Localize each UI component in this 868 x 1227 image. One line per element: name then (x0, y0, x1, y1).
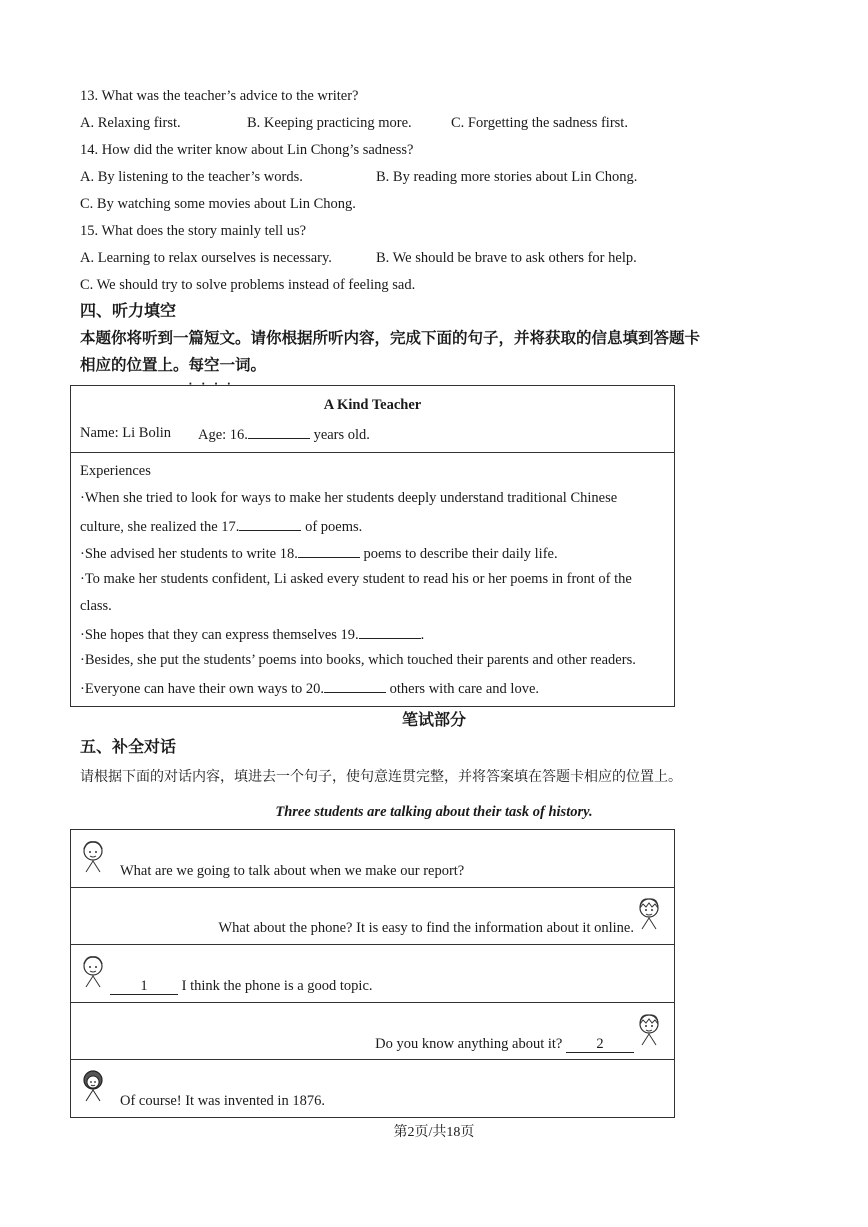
section-4-instruction-line2 (80, 356, 267, 390)
blank-19[interactable] (359, 624, 421, 639)
girl-bangs-icon (636, 896, 662, 930)
question-13-option-b: B. Keeping practicing more. (247, 115, 412, 131)
emphasis-dots: ···· (188, 379, 240, 390)
dialogue-line-4: Do you know anything about it? 2 (0, 1035, 634, 1053)
dialogue-divider-3 (70, 1002, 675, 1003)
dialogue-divider-1 (70, 887, 675, 888)
experience-line-8: ·Everyone can have their own ways to 20. others with care and love. (80, 678, 539, 698)
teacher-name: Name: Li Bolin (80, 425, 172, 441)
question-15-option-b: B. We should be brave to ask others for help. (376, 250, 637, 266)
question-15-stem: 15. What does the story mainly tell us? (80, 223, 307, 239)
dialogue-line-3: 1 I think the phone is a good topic. (110, 977, 373, 995)
experience-line-5: class. (80, 598, 112, 614)
dialogue-line-2: What about the phone? It is easy to find the information about it online. (218, 920, 634, 936)
experience-line-2: culture, she realized the 17. of poems. (80, 516, 362, 536)
question-15-option-c: C. We should try to solve problems instead of feeling sad. (80, 277, 416, 293)
dialogue-line-1: What are we going to talk about when we make our report? (120, 863, 465, 879)
question-14-stem: 14. How did the writer know about Lin Chong’s sadness? (80, 142, 414, 158)
section-4-heading: 四、听力填空 (80, 301, 177, 320)
experience-line-3: ·She advised her students to write 18. poems to describe their daily life. (80, 543, 558, 563)
dialogue-divider-4 (70, 1059, 675, 1060)
experience-line-6: ·She hopes that they can express themselves 19. . (80, 624, 424, 644)
dialogue-blank-2[interactable]: 2 (566, 1037, 634, 1053)
page-number: 第2页/共18页 (393, 1125, 475, 1140)
table-divider (70, 452, 675, 453)
girl-bangs-icon (636, 1012, 662, 1046)
girl-curly-hair-icon (80, 839, 106, 873)
section-5-heading: 五、补全对话 (80, 737, 177, 756)
dialogue-blank-1[interactable]: 1 (110, 979, 178, 995)
dialogue-divider-2 (70, 944, 675, 945)
question-14-option-c: C. By watching some movies about Lin Chong. (80, 196, 356, 212)
blank-16[interactable] (248, 424, 310, 439)
blank-17[interactable] (239, 516, 301, 531)
dialogue-line-5: Of course! It was invented in 1876. (120, 1093, 325, 1109)
written-part-title: 笔试部分 (401, 710, 466, 729)
dialogue-scenario: Three students are talking about their task of history. (275, 804, 593, 820)
instruction-pre: 相应的位置上。 (80, 356, 189, 374)
experience-line-1: ·When she tried to look for ways to make her students deeply understand traditional Chinese (80, 490, 618, 506)
girl-dark-hair-icon (80, 1068, 106, 1102)
girl-curly-hair-icon (80, 954, 106, 988)
question-15-option-a: A. Learning to relax ourselves is necessary. (80, 250, 332, 266)
question-14-option-a: A. By listening to the teacher’s words. (80, 169, 303, 185)
teacher-age: Age: 16. years old. (198, 424, 370, 444)
blank-20[interactable] (324, 678, 386, 693)
instruction-post: 。 (250, 356, 267, 374)
table-title: A Kind Teacher (323, 397, 422, 413)
instruction-emphasis: 每空一词 ···· (189, 356, 251, 374)
question-13-option-a: A. Relaxing first. (80, 115, 181, 131)
question-14-option-b: B. By reading more stories about Lin Chong. (376, 169, 638, 185)
experiences-label: Experiences (80, 463, 151, 479)
section-4-instruction-line1: 本题你将听到一篇短文。请你根据所听内容，完成下面的句子，并将获取的信息填到答题卡 (80, 329, 701, 347)
question-13-option-c: C. Forgetting the sadness first. (451, 115, 628, 131)
experience-line-4: ·To make her students confident, Li asked every student to read his or her poems in front of the (80, 571, 632, 587)
section-5-instruction: 请根据下面的对话内容，填进去一个句子，使句意连贯完整，并将答案填在答题卡相应的位置上。 (80, 769, 682, 785)
blank-18[interactable] (298, 543, 360, 558)
question-13-stem: 13. What was the teacher’s advice to the writer? (80, 88, 359, 104)
experience-line-7: ·Besides, she put the students’ poems into books, which touched their parents and other readers. (80, 652, 636, 668)
